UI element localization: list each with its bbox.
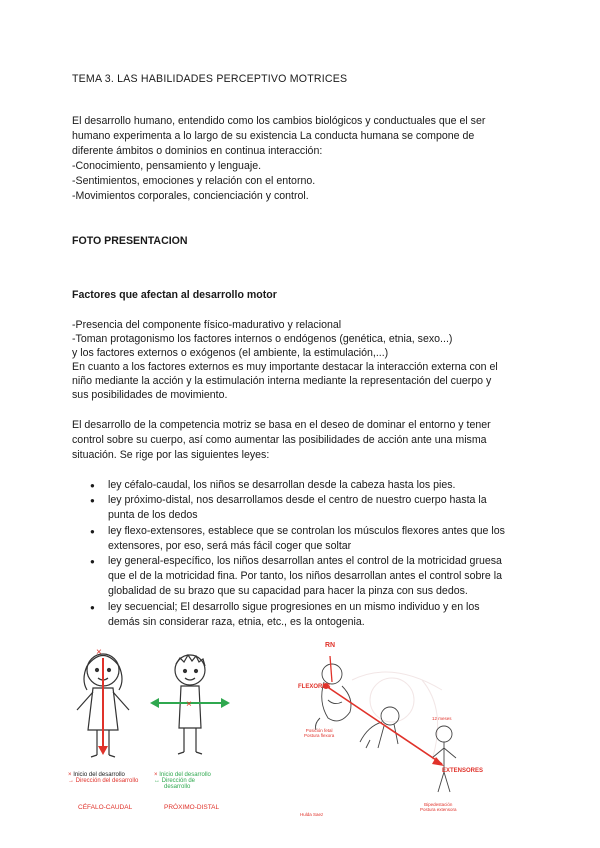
law-item xyxy=(92,524,532,554)
law-line: ● ley general-específico, los niños desarrollan antes el control de la motricidad gruesa xyxy=(108,555,502,568)
start-x-icon: × xyxy=(154,772,158,778)
posicion-fetal-label: Posición fetal Postura flexora xyxy=(304,728,335,738)
proximo-legend: × Inicio del desarrollo ↔ Dirección de desarrollo xyxy=(154,772,211,790)
intro-line: -Sentimientos, emociones y relación con el entorno. xyxy=(72,175,316,187)
law-line: ● ley flexo-extensores, establece que se controlan los músculos flexores antes que los xyxy=(108,524,505,537)
start-x-icon: × xyxy=(68,772,72,778)
intro-line: El desarrollo humano, entendido como los cambios biológicos y conductuales que el ser xyxy=(72,115,486,127)
competencia-line: El desarrollo de la competencia motriz se basa en el deseo de dominar el entorno y tener xyxy=(72,419,491,431)
foto-heading: FOTO PRESENTACION xyxy=(72,235,188,247)
children-drawing xyxy=(60,640,250,820)
intro-line: -Movimientos corporales, concienciación y control. xyxy=(72,190,309,202)
law-item xyxy=(92,554,532,600)
proximo-distal-arrow xyxy=(150,698,230,710)
laws-list xyxy=(92,478,532,630)
fetal-baby xyxy=(316,664,352,730)
law-line: que el de la motricidad fina. Por tanto, los niños desarrollan antes el control sobre la xyxy=(108,570,502,583)
intro-line: humano experimenta a lo largo de su existencia La conducta humana se compone de xyxy=(72,130,475,142)
competencia-line: situación. Se rige por las siguientes leyes: xyxy=(72,449,270,461)
proximo-distal-label: PRÓXIMO-DISTAL xyxy=(164,804,220,811)
factores-line: niño mediante la acción y la estimulación interna mediante la representación del cuerpo y xyxy=(72,375,492,387)
law-item xyxy=(92,600,532,630)
bipedestacion-label: Bipedestación Postura extensora xyxy=(420,802,457,812)
law-line: globalidad de su brazo que su capacidad para hacer la pinza con sus dedos. xyxy=(108,585,468,598)
competencia-line: control sobre su cuerpo, así como aumentar las posibilidades de acción ante una misma xyxy=(72,434,487,446)
factores-line: sus posibilidades de movimiento. xyxy=(72,389,228,401)
law-item xyxy=(92,493,532,523)
law-line: demás sin considerar raza, etnia, etc., es la ontogenia. xyxy=(108,615,365,628)
factores-line: -Presencia del componente físico-madurativo y relacional xyxy=(72,319,342,331)
cefalo-caudal-arrow xyxy=(96,647,108,755)
arrow-icon: → xyxy=(68,778,74,784)
meses-label: 12 meses xyxy=(432,716,452,721)
law-line: ● ley próximo-distal, nos desarrollamos desde el centro de nuestro cuerpo hasta la xyxy=(108,494,487,507)
cefalo-caudal-label: CÉFALO-CAUDAL xyxy=(78,804,133,811)
intro-line: diferente ámbitos o dominios en continua interacción: xyxy=(72,145,323,157)
flexores-extensores-illustration xyxy=(292,640,484,822)
factores-heading: Factores que afectan al desarrollo motor xyxy=(72,289,277,301)
factores-line: -Toman protagonismo los factores internos o endógenos (genética, etnia, sexo...) xyxy=(72,333,453,345)
watermark-sketch xyxy=(352,672,442,760)
law-line: punta de los dedos xyxy=(108,509,198,522)
rn-label: RN xyxy=(325,642,336,649)
document-title: TEMA 3. LAS HABILIDADES PERCEPTIVO MOTRICES xyxy=(72,73,348,85)
flexores-label: FLEXORES xyxy=(298,684,331,690)
svg-text:×: × xyxy=(96,647,102,658)
law-line: ● ley secuencial; El desarrollo sigue progresiones en un mismo individuo y en los xyxy=(108,600,480,613)
intro-line: -Conocimiento, pensamiento y lenguaje. xyxy=(72,160,262,172)
development-laws-illustration xyxy=(60,640,250,820)
extensores-label: EXTENSORES xyxy=(442,768,484,774)
law-line: ● ley céfalo-caudal, los niños se desarrollan desde la cabeza hasta los pies. xyxy=(108,479,456,491)
law-line: extensores, por eso, será más fácil coger que soltar xyxy=(108,539,352,552)
cefalo-legend: × Inicio del desarrollo → Dirección del desarrollo xyxy=(68,772,139,784)
factores-line: y los factores externos o exógenos (el ambiente, la estimulación,...) xyxy=(72,347,389,359)
law-item xyxy=(92,478,532,493)
factores-line: En cuanto a los factores externos es muy importante destacar la interacción externa con el xyxy=(72,361,498,373)
svg-text:×: × xyxy=(186,699,192,710)
arrow-icon: ↔ xyxy=(154,778,160,784)
credit-label: Hulda Saez xyxy=(300,812,324,817)
